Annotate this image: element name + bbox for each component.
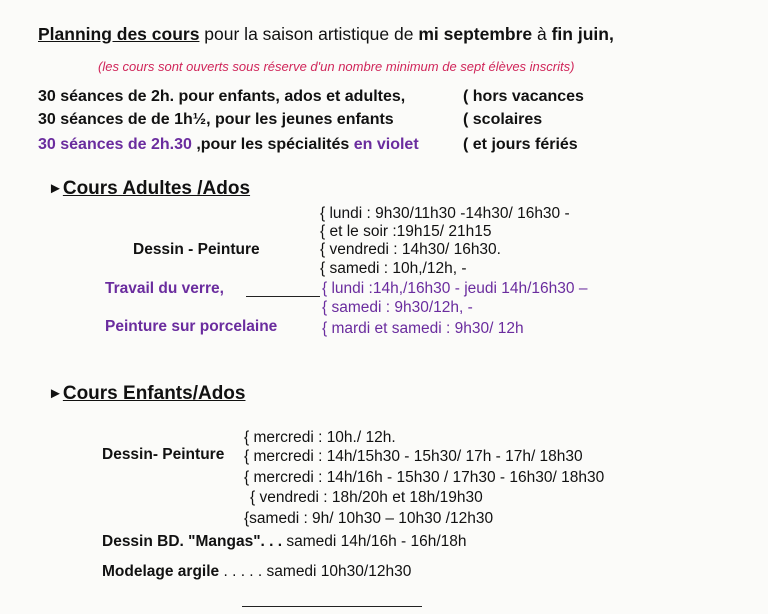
adultes-dessin-line-3: { vendredi : 14h30/ 16h30.: [320, 241, 501, 258]
porcelaine-line: { mardi et samedi : 9h30/ 12h: [322, 320, 524, 337]
section-enfants-title: Cours Enfants/Ados: [62, 383, 246, 404]
registration-note: (les cours sont ouverts sous réserve d'un nombre minimum de sept élèves inscrits): [98, 59, 575, 74]
session-3-violet: 30 séances de 2h.30: [38, 136, 192, 153]
enfants-dessin-line-3: { mercredi : 14h/16h - 15h30 / 17h30 - 16h30/ 18h30: [244, 469, 605, 486]
triangle-right-icon: ►: [48, 385, 63, 402]
verre-label: Travail du verre,: [105, 280, 224, 297]
session-line-3: [38, 136, 419, 154]
title-rest-c: à: [532, 24, 552, 44]
porcelaine-label: Peinture sur porcelaine: [105, 318, 278, 335]
manga-line: [102, 533, 467, 551]
enfants-dessin-label: Dessin- Peinture: [102, 446, 225, 463]
adultes-dessin-label: Dessin - Peinture: [133, 241, 260, 258]
verre-line-1: { lundi :14h,/16h30 - jeudi 14h/16h30 –: [322, 280, 588, 297]
session-paren-3: ( et jours fériés: [463, 136, 578, 153]
enfants-dessin-line-1: { mercredi : 10h./ 12h.: [244, 429, 396, 446]
session-line-1: 30 séances de 2h. pour enfants, ados et adultes,: [38, 88, 406, 105]
manga-label: Dessin BD. "Mangas". . .: [102, 533, 287, 550]
adultes-dessin-line-4: { samedi : 10h,/12h, -: [320, 260, 467, 277]
verre-separator: [246, 296, 320, 297]
title-line: [38, 24, 614, 45]
session-paren-2: ( scolaires: [463, 111, 543, 128]
triangle-right-icon: ►: [48, 180, 63, 197]
session-paren-1: ( hors vacances: [463, 88, 584, 105]
enfants-dessin-line-5: {samedi : 9h/ 10h30 – 10h30 /12h30: [244, 510, 494, 527]
manga-value: samedi 14h/16h - 16h/18h: [286, 533, 467, 550]
argile-value: samedi 10h30/12h30: [266, 563, 412, 580]
adultes-dessin-line-2: { et le soir :19h15/ 21h15: [320, 223, 492, 240]
session-3-violet-2: en violet: [353, 136, 419, 153]
title-rest-d: fin juin,: [551, 24, 614, 44]
argile-label: Modelage argile: [102, 563, 220, 580]
section-adultes-heading: [48, 178, 250, 200]
section-enfants-heading: [48, 383, 245, 405]
verre-line-2: { samedi : 9h30/12h, -: [322, 299, 473, 316]
session-line-2: 30 séances de de 1h½, pour les jeunes enfants: [38, 111, 394, 128]
argile-line: [102, 563, 411, 581]
adultes-dessin-line-1: { lundi : 9h30/11h30 -14h30/ 16h30 -: [320, 205, 570, 222]
argile-dots: . . . . .: [219, 563, 267, 580]
enfants-dessin-line-4: { vendredi : 18h/20h et 18h/19h30: [250, 489, 483, 506]
enfants-dessin-line-2: { mercredi : 14h/15h30 - 15h30/ 17h - 17h/ 18h30: [244, 448, 583, 465]
title-rest-b: mi septembre: [418, 24, 533, 44]
section-adultes-title: Cours Adultes /Ados: [62, 178, 251, 199]
page-title: Planning des cours: [38, 24, 200, 44]
title-rest-a: pour la saison artistique de: [199, 24, 419, 44]
bottom-rule: [242, 606, 422, 607]
session-3-mid: ,pour les spécialités: [191, 136, 354, 153]
